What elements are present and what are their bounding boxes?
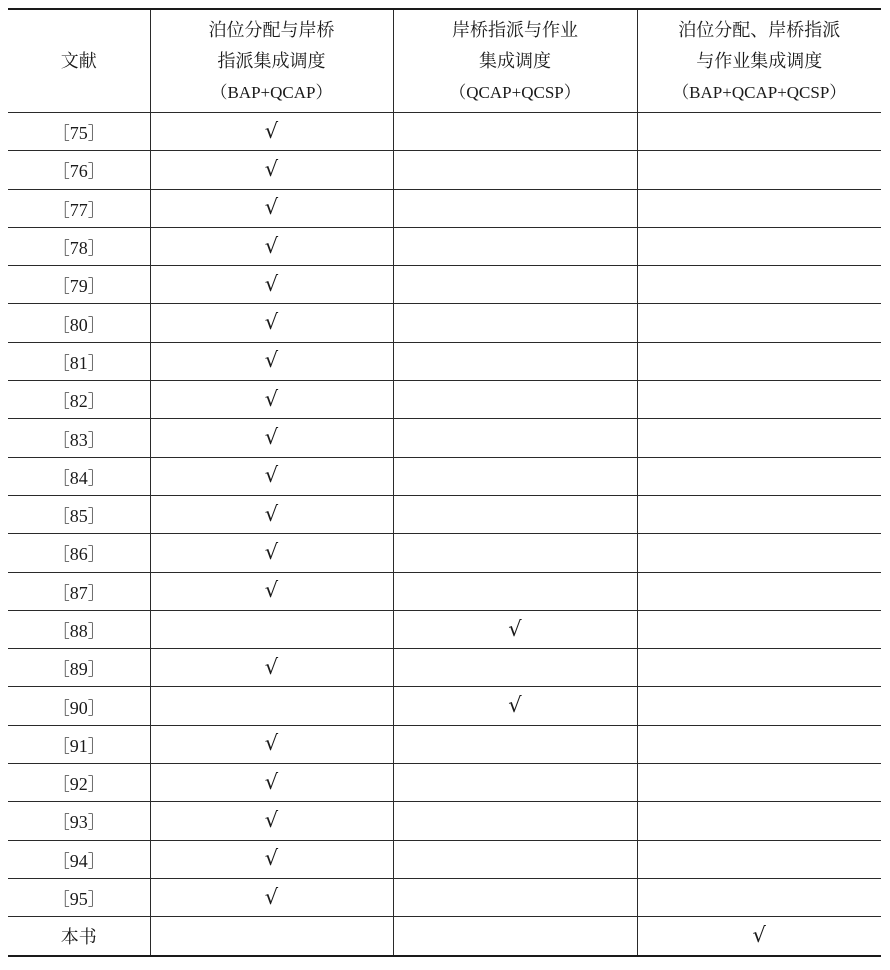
category-cell [150,610,393,648]
category-cell [637,725,881,763]
category-cell [637,113,881,151]
check-mark-icon: √ [508,693,522,718]
check-mark-icon: √ [264,195,279,220]
category-cell [637,419,881,457]
table-row [8,457,881,495]
reference-number: 94 [69,850,88,871]
category-cell [637,457,881,495]
category-cell [637,687,881,725]
check-mark-icon: √ [264,846,279,871]
header-row [8,9,881,113]
table-body [8,113,881,956]
reference-number: 95 [69,889,88,910]
table-row [8,572,881,610]
table-row [8,610,881,648]
reference-cell: ［80］ [8,304,150,342]
reference-cell: ［93］ [8,802,150,840]
category-cell [637,381,881,419]
this-book-label: 本书 [60,926,97,948]
category-cell [393,189,637,227]
table-row [8,725,881,763]
reference-cell: ［88］ [8,610,150,648]
header-line: 岸桥指派与作业 [452,19,578,41]
reference-cell: ［90］ [8,687,150,725]
category-cell [150,113,393,151]
category-cell [150,687,393,725]
reference-cell: ［86］ [8,534,150,572]
category-cell [637,227,881,265]
header-line: （BAP+QCAP） [210,82,333,102]
header-line: 文献 [60,50,97,72]
category-cell [637,764,881,802]
literature-comparison-table [8,8,881,957]
category-cell [393,534,637,572]
category-cell [150,227,393,265]
reference-number: 87 [69,582,88,603]
check-mark-icon: √ [264,539,279,564]
reference-number: 76 [69,161,88,182]
category-cell [150,457,393,495]
reference-cell: ［91］ [8,725,150,763]
reference-number: 91 [69,735,88,756]
category-cell [637,802,881,840]
reference-cell: ［79］ [8,266,150,304]
category-cell [150,572,393,610]
reference-cell: ［83］ [8,419,150,457]
reference-number: 77 [69,199,88,220]
reference-cell: ［87］ [8,572,150,610]
check-mark-icon: √ [264,425,279,450]
check-mark-icon: √ [264,118,279,143]
literature-comparison-table-container [8,8,881,957]
category-cell [150,151,393,189]
category-cell [393,610,637,648]
reference-number: 92 [69,774,88,795]
check-mark-icon: √ [264,501,279,526]
table-row [8,227,881,265]
table-row [8,495,881,533]
table-row [8,840,881,878]
reference-number: 82 [69,391,88,412]
category-cell [637,342,881,380]
header-line: （BAP+QCAP+QCSP） [672,82,847,102]
category-cell [393,917,637,956]
category-cell [637,610,881,648]
category-cell [393,342,637,380]
table-row [8,534,881,572]
table-row [8,687,881,725]
category-cell [393,381,637,419]
reference-number: 88 [69,621,88,641]
category-cell [393,649,637,687]
category-cell [150,917,393,956]
category-cell [637,495,881,533]
reference-cell: ［89］ [8,649,150,687]
reference-cell: ［81］ [8,342,150,380]
reference-number: 90 [69,697,88,718]
category-cell [393,840,637,878]
table-row [8,304,881,342]
header-line: 泊位分配与岸桥 [208,19,335,41]
category-cell [637,840,881,878]
category-cell [150,266,393,304]
header-bap-qcap-qcsp [637,9,881,113]
table-row [8,419,881,457]
check-mark-icon: √ [264,156,279,181]
check-mark-icon: √ [752,922,766,947]
reference-cell: ［76］ [8,151,150,189]
category-cell [393,495,637,533]
reference-cell: ［77］ [8,189,150,227]
reference-number: 83 [69,429,88,450]
category-cell [393,419,637,457]
category-cell [637,189,881,227]
check-mark-icon: √ [264,884,279,909]
reference-cell: ［92］ [8,764,150,802]
check-mark-icon: √ [264,310,279,335]
category-cell [637,572,881,610]
category-cell [150,649,393,687]
reference-number: 75 [69,123,88,144]
table-row [8,151,881,189]
header-literature [8,9,150,113]
check-mark-icon: √ [264,807,279,832]
category-cell [637,266,881,304]
reference-number: 86 [69,544,88,565]
category-cell [150,419,393,457]
check-mark-icon: √ [264,654,279,679]
category-cell [393,113,637,151]
check-mark-icon: √ [264,578,279,603]
category-cell [393,151,637,189]
reference-cell: ［94］ [8,840,150,878]
reference-cell: ［78］ [8,227,150,265]
table-row [8,764,881,802]
category-cell [637,649,881,687]
category-cell [393,266,637,304]
category-cell [393,802,637,840]
reference-number: 89 [69,659,88,680]
category-cell [393,725,637,763]
category-cell [637,878,881,916]
header-line: （QCAP+QCSP） [449,82,581,102]
category-cell [150,840,393,878]
category-cell [393,687,637,725]
category-cell [637,917,881,956]
reference-number: 78 [69,238,88,259]
check-mark-icon: √ [264,463,279,488]
header-qcap-qcsp [393,9,637,113]
check-mark-icon: √ [264,271,279,296]
reference-cell: ［85］ [8,495,150,533]
reference-number: 81 [69,352,88,373]
reference-number: 93 [69,812,88,833]
check-mark-icon: √ [264,348,279,373]
reference-number: 85 [69,506,88,527]
table-row [8,266,881,304]
check-mark-icon: √ [508,616,522,641]
table-row [8,189,881,227]
header-line: 指派集成调度 [217,50,326,72]
category-cell [150,878,393,916]
table-header [8,9,881,113]
category-cell [150,725,393,763]
header-line: 集成调度 [479,50,551,72]
check-mark-icon: √ [264,769,279,794]
category-cell [393,457,637,495]
category-cell [393,227,637,265]
category-cell [150,304,393,342]
table-row [8,113,881,151]
check-mark-icon: √ [264,731,279,756]
category-cell [393,304,637,342]
table-row [8,381,881,419]
table-row [8,342,881,380]
category-cell [637,534,881,572]
category-cell [393,572,637,610]
reference-number: 80 [69,314,88,335]
reference-cell [8,917,150,956]
reference-cell: ［95］ [8,878,150,916]
table-row [8,649,881,687]
reference-cell: ［82］ [8,381,150,419]
category-cell [393,878,637,916]
header-bap-qcap [150,9,393,113]
table-row [8,878,881,916]
header-line: 泊位分配、岸桥指派 [678,19,841,41]
header-line: 与作业集成调度 [696,50,823,72]
category-cell [393,764,637,802]
reference-number: 84 [69,467,88,488]
category-cell [150,189,393,227]
category-cell [637,151,881,189]
category-cell [150,342,393,380]
category-cell [150,534,393,572]
reference-number: 79 [69,276,88,297]
category-cell [150,764,393,802]
table-row [8,802,881,840]
reference-cell: ［75］ [8,113,150,151]
table-row [8,917,881,956]
reference-cell: ［84］ [8,457,150,495]
category-cell [150,381,393,419]
category-cell [637,304,881,342]
check-mark-icon: √ [264,386,279,411]
category-cell [150,495,393,533]
category-cell [150,802,393,840]
check-mark-icon: √ [264,233,279,258]
